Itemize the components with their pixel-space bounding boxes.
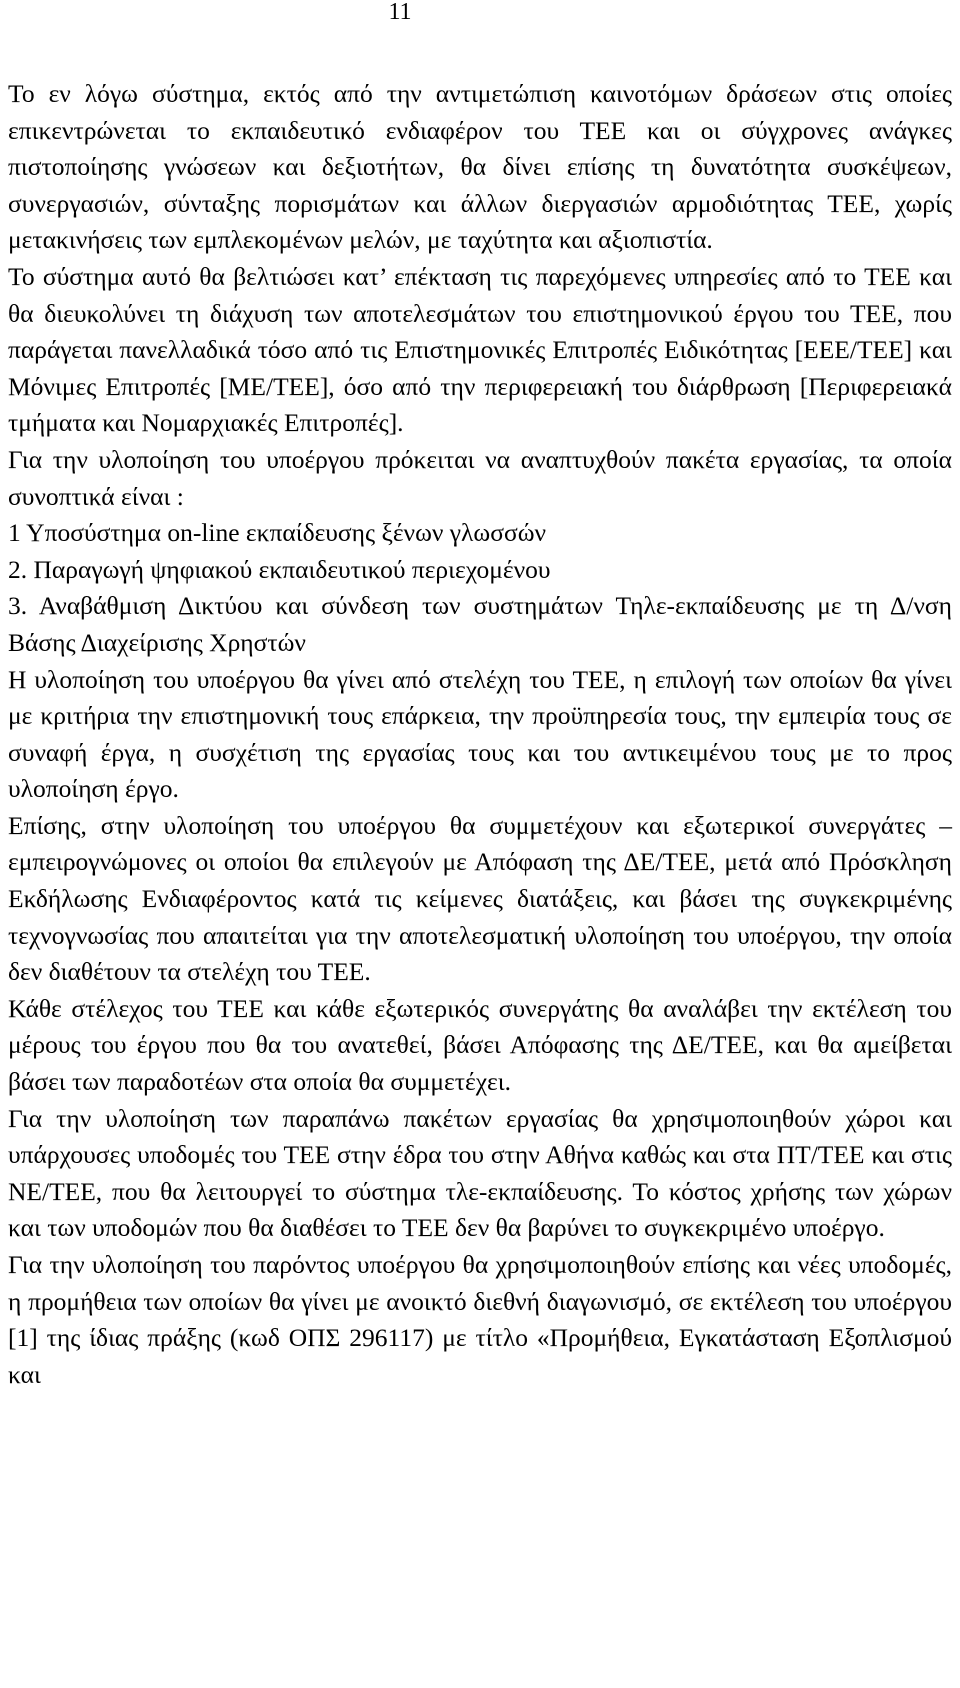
paragraph-external-partners: Επίσης, στην υλοποίηση του υποέργου θα συμμετέχουν και εξωτερικοί συνεργάτες – εμπειρογνώμονες οι οποίοι θα επιλεγούν με Απόφαση της ΔΕ/ΤΕΕ, μετά από Πρόσκληση Εκδήλωσης Ενδιαφέροντος κατά τις κείμενες διατάξεις, και βάσει της συγκεκριμένης τεχνογνωσίας που απαιτείται για την αποτελεσματική υλοποίηση του υποέργου, την οποία δεν διαθέτουν τα στελέχη του ΤΕΕ. [8, 810, 952, 987]
list-item-work-package-3: 3. Αναβάθμιση Δικτύου και σύνδεση των συστημάτων Τηλε-εκπαίδευσης με τη Δ/νση Βάσης Διαχείρισης Χρηστών [8, 591, 952, 657]
paragraph-system-overview: Το εν λόγω σύστημα, εκτός από την αντιμετώπιση καινοτόμων δράσεων στις οποίες επικεντρώνεται το εκπαιδευτικό ενδιαφέρον του ΤΕΕ και οι σύγχρονες ανάγκες πιστοποίησης γνώσεων και δεξιοτήτων, θα δίνει επίσης τη δυνατότητα συσκέψεων, συνεργασιών, σύνταξης πορισμάτων και άλλων διεργασιών αρμοδιότητας ΤΕΕ, χωρίς μετακινήσεις των εμπλεκομένων μελών, με ταχύτητα και αξιοπιστία. [8, 79, 952, 255]
paragraph-system-benefits: Το σύστημα αυτό θα βελτιώσει κατ’ επέκταση τις παρεχόμενες υπηρεσίες από το ΤΕΕ και θα διευκολύνει τη διάχυση των αποτελεσμάτων του επιστημονικού έργου του ΤΕΕ, που παράγεται πανελλαδικά τόσο από τις Επιστημονικές Επιτροπές Ειδικότητας [ΕΕΕ/ΤΕΕ] και Μόνιμες Επιτροπές [ΜΕ/ΤΕΕ], όσο από την περιφερειακή του διάρθρωση [Περιφερειακά τμήματα και Νομαρχιακές Επιτροπές]. [8, 261, 952, 438]
list-item-work-package-1: 1 Υποσύστημα on-line εκπαίδευσης ξένων γλωσσών [8, 518, 547, 548]
paragraph-staff: Η υλοποίηση του υποέργου θα γίνει από στελέχη του ΤΕΕ, η επιλογή των οποίων θα γίνει με κριτήρια την επιστημονική τους επάρκεια, την προϋπηρεσία τους, την εμπειρία τους σε συναφή έργα, η συσχέτιση της εργασίας τους και του αντικειμένου τους με το προς υλοποίηση έργο. [8, 664, 952, 804]
page-number: 11 [388, 0, 412, 25]
paragraph-procurement: Για την υλοποίηση του παρόντος υποέργου θα χρησιμοποιηθούν επίσης και νέες υποδομές, η προμήθεια των οποίων θα γίνει με ανοικτό διεθνή διαγωνισμό, σε εκτέλεση του υποέργου [1] της ίδιας πράξης (κωδ ΟΠΣ 296117) με τίτλο «Προμήθεια, Εγκατάσταση Εξοπλισμού και [8, 1250, 952, 1389]
paragraph-assignment: Κάθε στέλεχος του ΤΕΕ και κάθε εξωτερικός συνεργάτης θα αναλάβει την εκτέλεση του μέρους του έργου που θα του ανατεθεί, βάσει Απόφασης της ΔΕ/ΤΕΕ, και θα αμείβεται βάσει των παραδοτέων στα οποία θα συμμετέχει. [8, 993, 952, 1097]
list-item-work-package-2: 2. Παραγωγή ψηφιακού εκπαιδευτικού περιεχομένου [8, 554, 551, 584]
paragraph-work-packages-intro: Για την υλοποίηση του υποέργου πρόκειται να αναπτυχθούν πακέτα εργασίας, τα οποία συνοπτικά είναι : [8, 444, 952, 511]
document-body [8, 76, 952, 1393]
paragraph-infrastructure: Για την υλοποίηση των παραπάνω πακέτων εργασίας θα χρησιμοποιηθούν χώροι και υπάρχουσες υποδομές του ΤΕΕ στην έδρα του στην Αθήνα καθώς και στα ΠΤ/ΤΕΕ και στις ΝΕ/ΤΕΕ, που θα λειτουργεί το σύστημα τλε-εκπαίδευσης. Το κόστος χρήσης των χώρων και των υποδομών που θα διαθέσει το ΤΕΕ δεν θα βαρύνει το συγκεκριμένο υποέργο. [8, 1103, 952, 1243]
